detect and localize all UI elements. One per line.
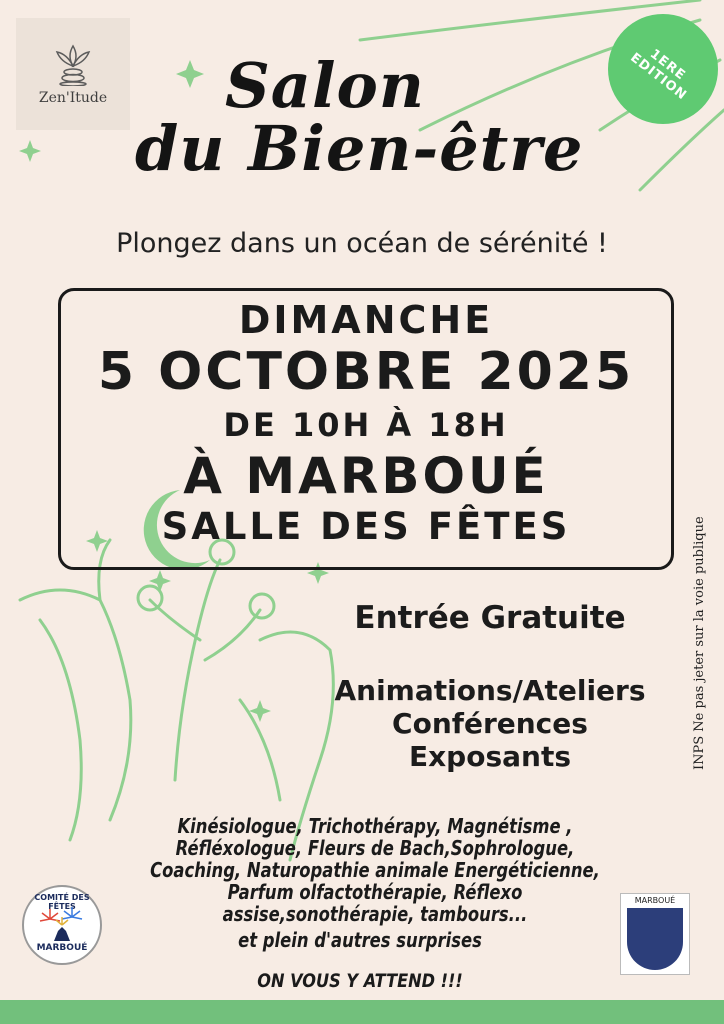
logo-name: Zen'Itude <box>38 90 108 106</box>
event-date: 5 OCTOBRE 2025 <box>97 342 635 402</box>
crest-label: MARBOUÉ <box>634 896 676 905</box>
event-hours: DE 10H À 18H <box>223 406 509 444</box>
closing-text: ON VOUS Y ATTEND !!! <box>257 970 463 992</box>
specialties-list: Kinésiologue, Trichothérapy, Magnétisme , Réfléxologue, Fleurs de Bach,Sophrologue, Coaching, Naturopathie animale Energéticienne, Parfum olfactothérapie, Réflexo assise,sonothérapie, tambours... <box>150 814 600 926</box>
lotus-icon <box>53 42 93 86</box>
event-day: DIMANCHE <box>238 298 494 342</box>
fireworks-icon <box>38 905 86 941</box>
title-line-1: Salon <box>225 49 425 122</box>
marboue-crest <box>620 893 690 975</box>
event-venue: SALLE DES FÊTES <box>161 505 571 548</box>
entrance-info: Entrée Gratuite <box>354 600 626 636</box>
edition-badge <box>608 14 718 124</box>
crest-shield-icon <box>627 908 683 970</box>
comite-des-fetes-logo <box>22 885 102 965</box>
legal-notice: INPS Ne pas jeter sur la voie publique <box>692 516 707 770</box>
surprises-text: et plein d'autres surprises <box>238 928 482 952</box>
tagline: Plongez dans un océan de sérénité ! <box>116 228 608 259</box>
edition-badge-text: 1ERE EDITION <box>627 46 690 104</box>
comite-top-text: COMITÉ DES FÊTES <box>34 893 90 911</box>
event-town: À MARBOUÉ <box>183 447 549 505</box>
activity-item: Conférences <box>392 707 588 740</box>
bottom-bar <box>0 1000 724 1024</box>
activity-item: Exposants <box>408 740 571 773</box>
title-line-2: du Bien-être <box>135 112 584 185</box>
zenitude-logo <box>16 18 130 130</box>
activity-item: Animations/Ateliers <box>334 674 646 707</box>
comite-bottom-text: MARBOUÉ <box>36 943 88 953</box>
